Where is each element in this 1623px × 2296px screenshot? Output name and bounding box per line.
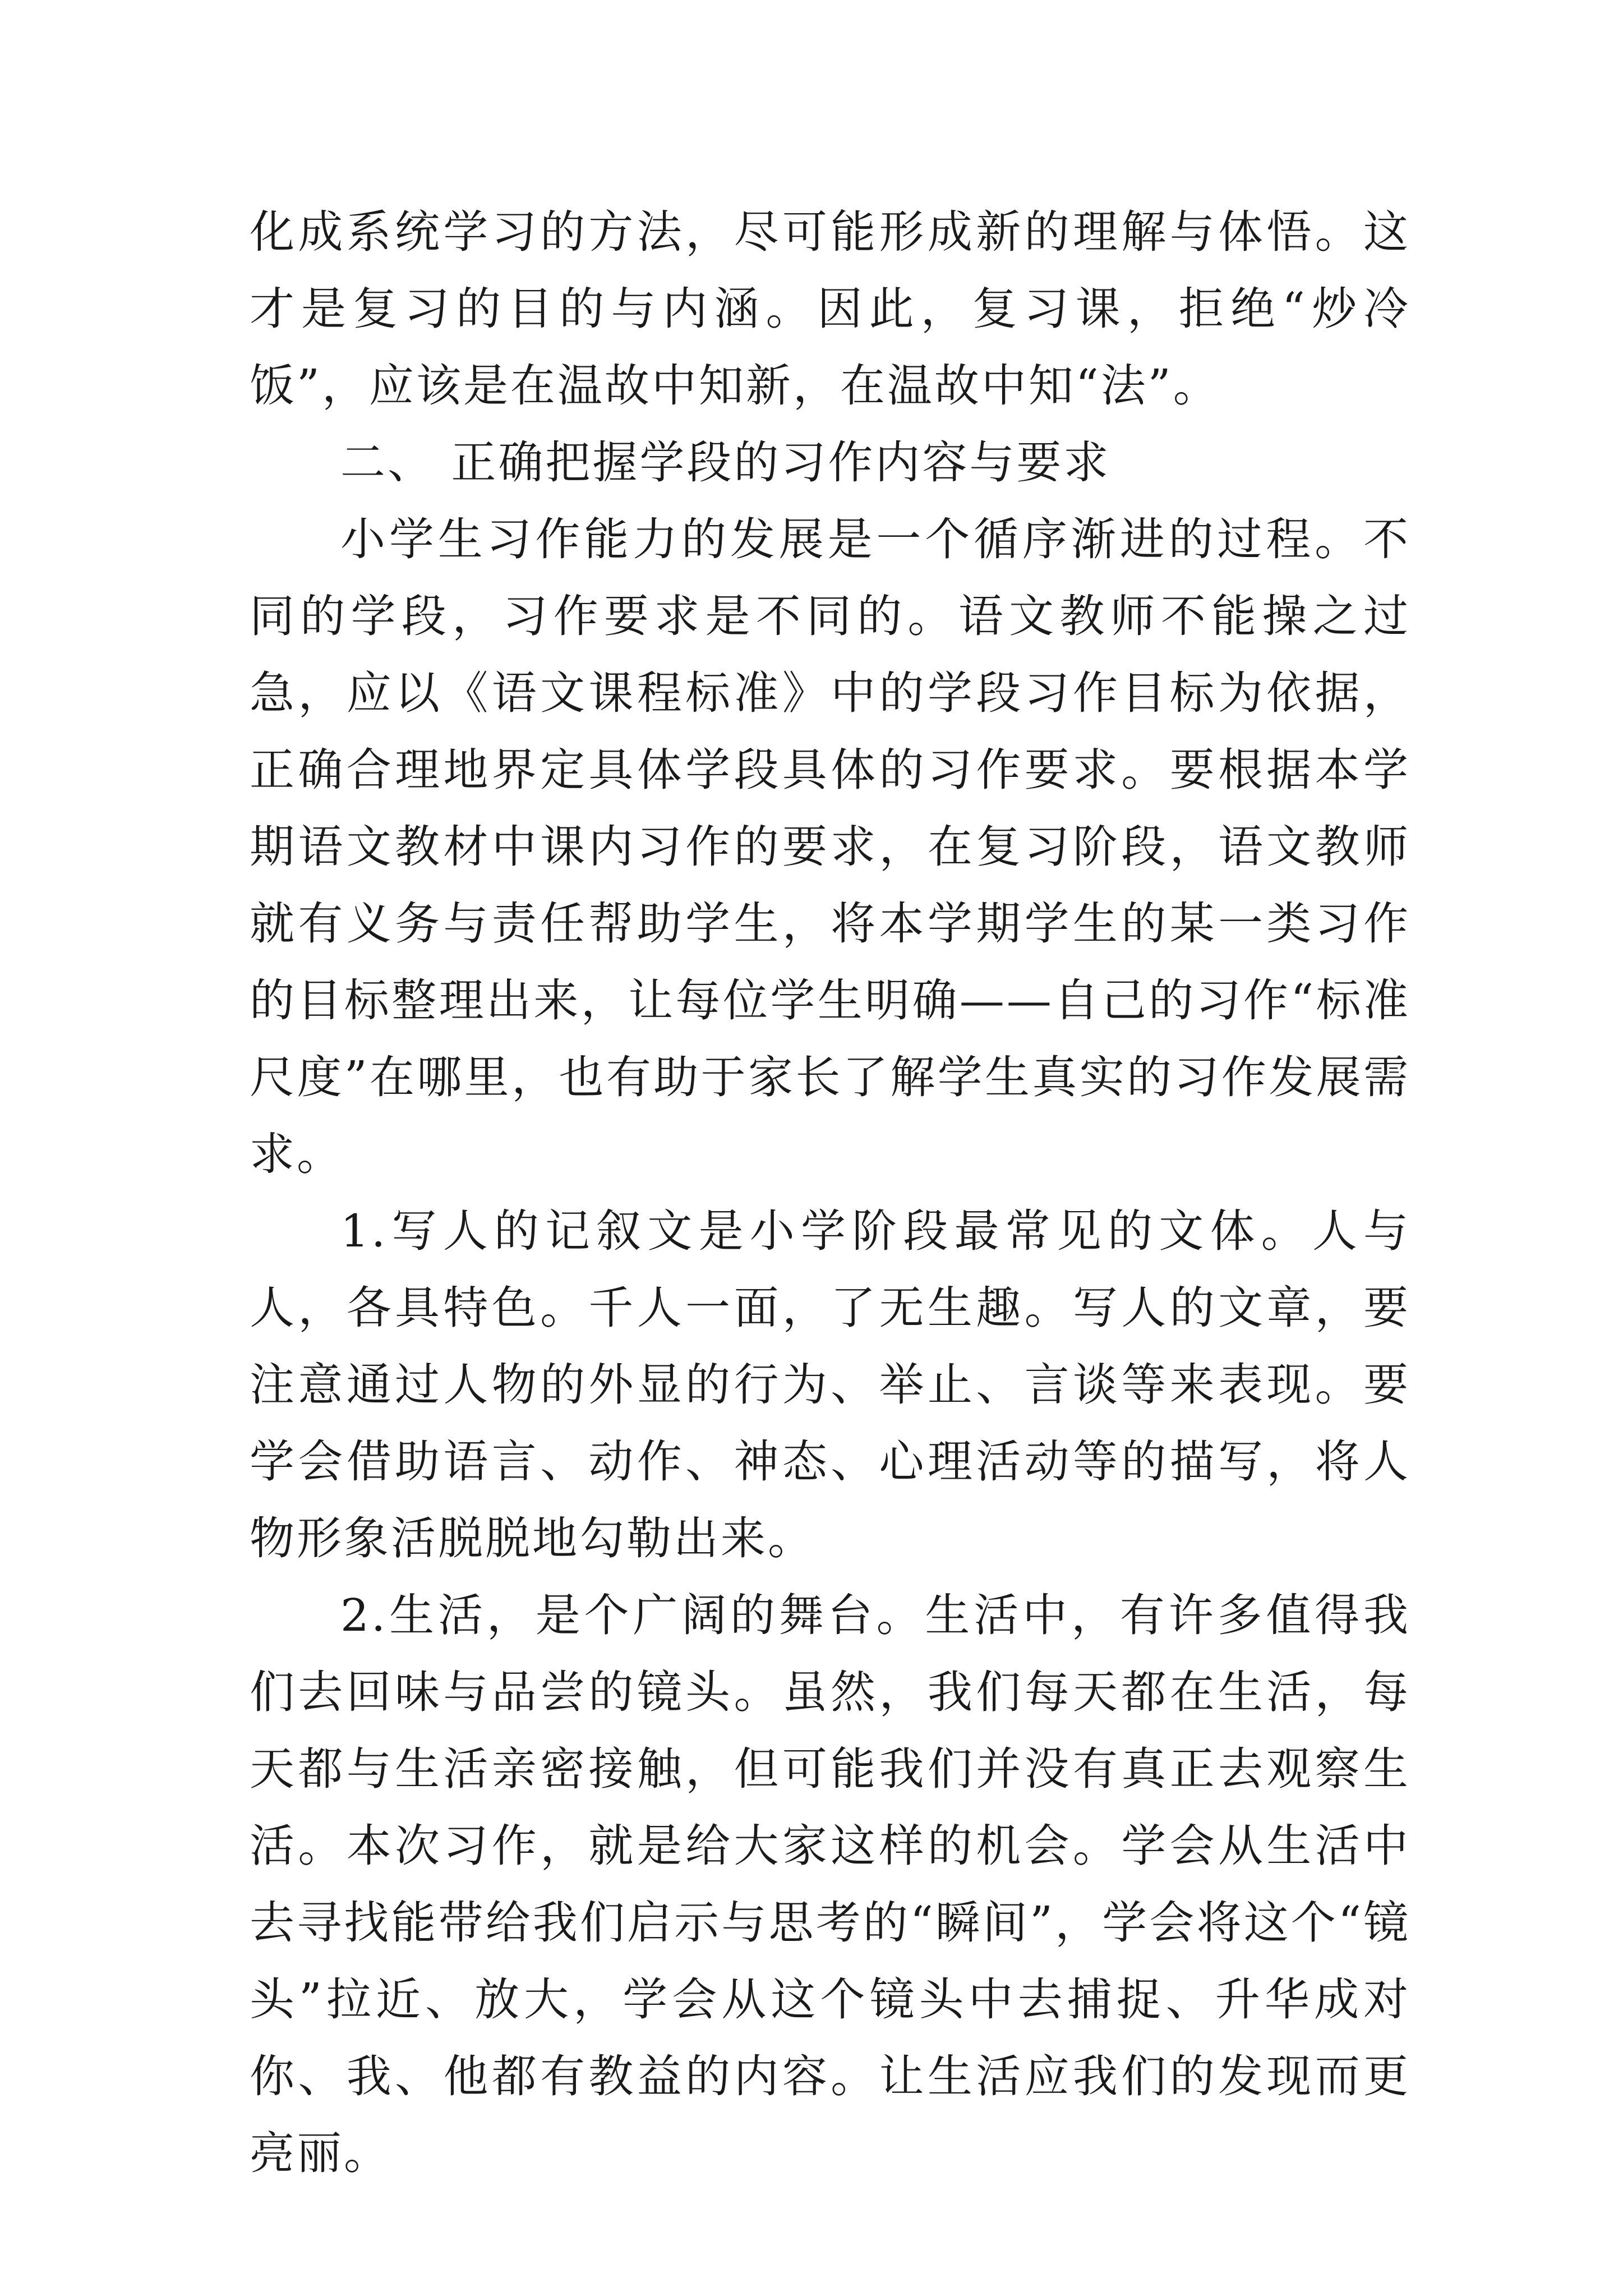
paragraph-intro: 小学生习作能力的发展是一个循序渐进的过程。不同的学段，习作要求是不同的。语文教师不能操之过急，应以《语文课程标准》中的学段习作目标为依据，正确合理地界定具体学段具体的习作要求。要根据本学期语文教材中课内习作的要求，在复习阶段，语文教师就有义务与责任帮助学生，将本学期学生的某一类习作的目标整理出来，让每位学生明确——自己的习作“标准尺度”在哪里，也有助于家长了解学生真实的习作发展需求。 [250,513,1410,1180]
paragraph-point-2: 2.生活，是个广阔的舞台。生活中，有许多值得我们去回味与品尝的镜头。虽然，我们每天都在生活，每天都与生活亲密接触，但可能我们并没有真正去观察生活。本次习作，就是给大家这样的机会。学会从生活中去寻找能带给我们启示与思考的“瞬间”，学会将这个“镜头”拉近、放大，学会从这个镜头中去捕捉、升华成对你、我、他都有教益的内容。让生活应我们的发现而更亮丽。 [250,1589,1410,2179]
paragraph-continuation: 化成系统学习的方法，尽可能形成新的理解与体悟。这才是复习的目的与内涵。因此，复习课，拒绝“炒冷饭”，应该是在温故中知新，在温故中知“法”。 [250,206,1410,412]
document-body [250,194,1410,2192]
section-heading: 二、 正确把握学段的习作内容与要求 [340,436,1111,489]
paragraph-point-1: 1.写人的记叙文是小学阶段最常见的文体。人与人，各具特色。千人一面，了无生趣。写人的文章，要注意通过人物的外显的行为、举止、言谈等来表现。要学会借助语言、动作、神态、心理活动等的描写，将人物形象活脱脱地勾勒出来。 [250,1205,1410,1565]
